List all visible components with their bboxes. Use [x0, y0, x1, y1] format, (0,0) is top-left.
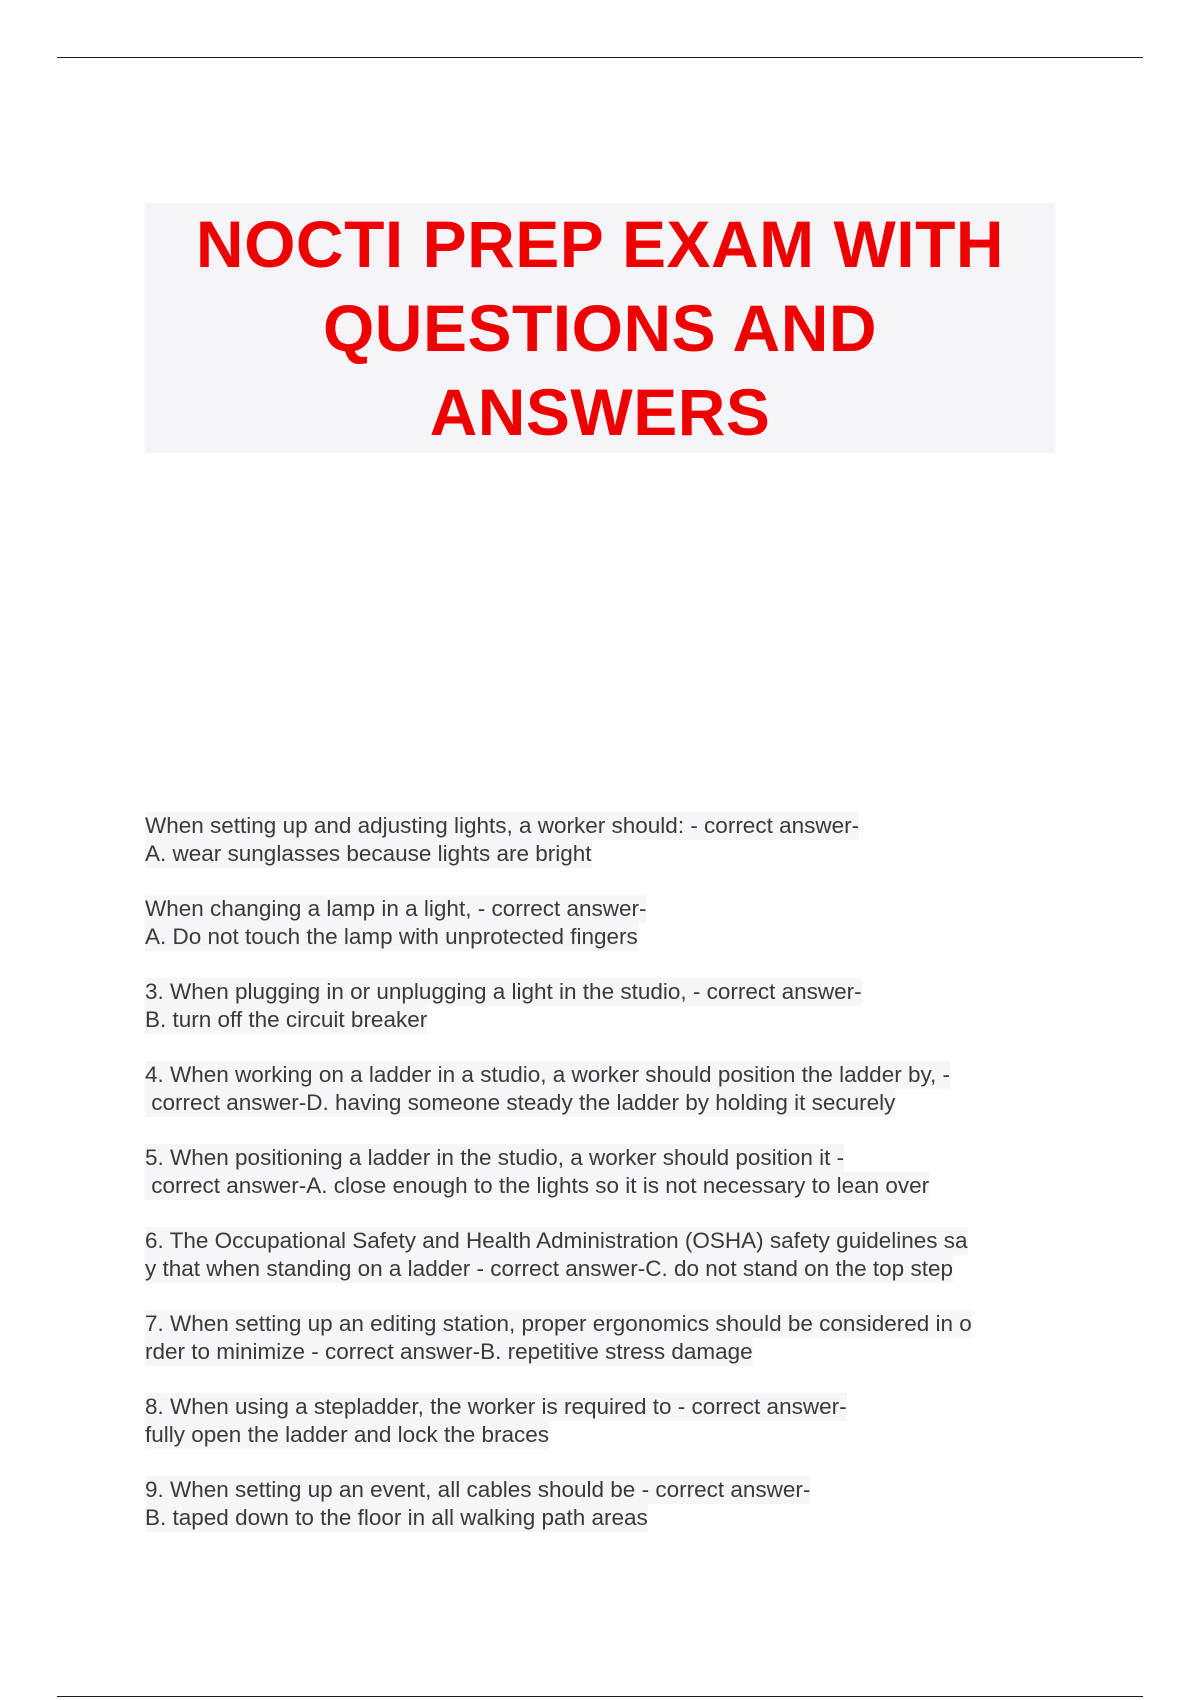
- question-text: When setting up and adjusting lights, a worker should: - correct answer-: [145, 813, 860, 838]
- answer-text: B. turn off the circuit breaker: [145, 1007, 428, 1032]
- answer-text: correct answer-D. having someone steady the ladder by holding it securely: [145, 1090, 896, 1115]
- qa-list: [145, 812, 1065, 1559]
- question-text: 4. When working on a ladder in a studio, a worker should position the ladder by, -: [145, 1062, 951, 1087]
- qa-item: [145, 895, 1065, 951]
- question-text: 9. When setting up an event, all cables should be - correct answer-: [145, 1477, 811, 1502]
- title-line: ANSWERS: [429, 375, 771, 449]
- bottom-rule: [57, 1696, 1143, 1697]
- qa-item: [145, 1476, 1065, 1532]
- qa-item: [145, 1144, 1065, 1200]
- title-banner: [145, 203, 1055, 453]
- answer-text: A. Do not touch the lamp with unprotected fingers: [145, 924, 638, 949]
- question-text: 7. When setting up an editing station, proper ergonomics should be considered in o: [145, 1311, 972, 1336]
- qa-item: [145, 978, 1065, 1034]
- qa-item: [145, 1393, 1065, 1449]
- question-text: 3. When plugging in or unplugging a light in the studio, - correct answer-: [145, 979, 862, 1004]
- answer-text: fully open the ladder and lock the braces: [145, 1422, 550, 1447]
- question-text: 6. The Occupational Safety and Health Administration (OSHA) safety guidelines sa: [145, 1228, 968, 1253]
- document-title: [196, 202, 1004, 454]
- title-line: NOCTI PREP EXAM WITH: [195, 207, 1005, 281]
- qa-item: [145, 1227, 1065, 1283]
- answer-text: correct answer-A. close enough to the lights so it is not necessary to lean over: [145, 1173, 930, 1198]
- answer-text: y that when standing on a ladder - correct answer-C. do not stand on the top step: [145, 1256, 953, 1281]
- title-line: QUESTIONS AND: [322, 291, 878, 365]
- question-text: 5. When positioning a ladder in the studio, a worker should position it -: [145, 1145, 845, 1170]
- qa-item: [145, 812, 1065, 868]
- qa-item: [145, 1310, 1065, 1366]
- top-rule: [57, 57, 1143, 58]
- answer-text: A. wear sunglasses because lights are bright: [145, 841, 592, 866]
- answer-text: rder to minimize - correct answer-B. repetitive stress damage: [145, 1339, 753, 1364]
- question-text: When changing a lamp in a light, - correct answer-: [145, 896, 647, 921]
- question-text: 8. When using a stepladder, the worker is required to - correct answer-: [145, 1394, 847, 1419]
- answer-text: B. taped down to the floor in all walking path areas: [145, 1505, 648, 1530]
- qa-item: [145, 1061, 1065, 1117]
